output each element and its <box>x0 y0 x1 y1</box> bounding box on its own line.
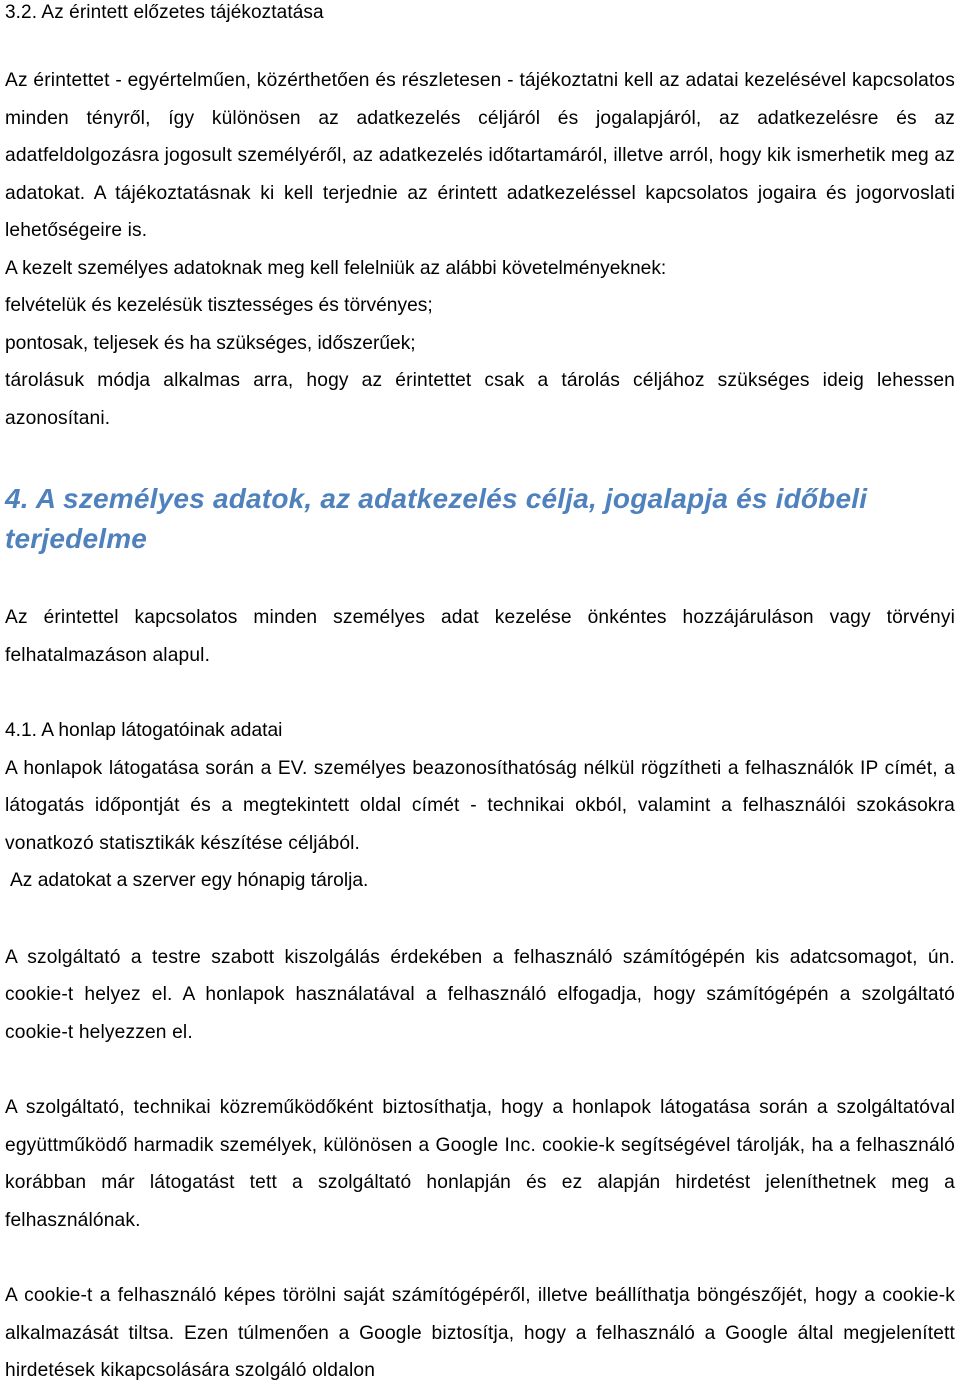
section-4-1-paragraph-5: A cookie-t a felhasználó képes törölni saját számítógépéről, illetve beállíthatja böngészőjét, hogy a cookie-k alkalmazását tiltsa. Ezen túlmenően a Google biztosítja, hogy a felhasználó a Google által megjelenített hirdetések kikapcsolására szolgáló oldalon <box>5 1285 955 1381</box>
section-4-heading: 4. A személyes adatok, az adatkezelés célja, jogalapja és időbeli terjedelme <box>5 483 868 554</box>
requirements-intro: A kezelt személyes adatoknak meg kell felelniük az alábbi követelményeknek: <box>5 257 667 279</box>
section-3-2-title: 3.2. Az érintett előzetes tájékoztatása <box>5 2 324 23</box>
requirement-item-3: tárolásuk módja alkalmas arra, hogy az érintettet csak a tárolás céljához szükséges ideig lehessen azonosítani. <box>5 370 955 429</box>
section-4-1-paragraph-3: A szolgáltató a testre szabott kiszolgálás érdekében a felhasználó számítógépén kis adatcsomagot, ún. cookie-t helyez el. A honlapok használatával a felhasználó elfogadja, hogy számítógépén a szolgáltató cookie-t helyezzen el. <box>5 946 955 1043</box>
section-4-1-title: 4.1. A honlap látogatóinak adatai <box>5 720 283 741</box>
requirement-item-1: felvételük és kezelésük tisztességes és törvényes; <box>5 295 433 316</box>
section-4-paragraph: Az érintettel kapcsolatos minden személyes adat kezelése önkéntes hozzájáruláson vagy törvényi felhatalmazáson alapul. <box>5 607 955 666</box>
section-3-2-paragraph: Az érintettet - egyértelműen, közérthetően és részletesen - tájékoztatni kell az adatai kezelésével kapcsolatos minden tényről, így különösen az adatkezelés céljáról és jogalapjáról, az adatkezelésre és az adatfeldolgozásra jogosult személyéről, az adatkezelés időtartamáról, illetve arról, hogy kik ismerhetik meg az adatokat. A tájékoztatásnak ki kell terjednie az érintett adatkezeléssel kapcsolatos jogaira és jogorvoslati lehetőségeire is. <box>5 70 955 241</box>
requirement-item-2: pontosak, teljesek és ha szükséges, időszerűek; <box>5 332 416 354</box>
section-4-1-paragraph-2: Az adatokat a szerver egy hónapig tárolja. <box>10 870 369 891</box>
section-4-1-paragraph-1: A honlapok látogatása során a EV. személyes beazonosíthatóság nélkül rögzítheti a felhasználók IP címét, a látogatás időpontját és a megtekintett oldal címét - technikai okból, valamint a felhasználói szokásokra vonatkozó statisztikák készítése céljából. <box>5 757 955 854</box>
document-page <box>5 0 955 1390</box>
section-4-1-paragraph-4: A szolgáltató, technikai közreműködőként biztosíthatja, hogy a honlapok látogatása során a szolgáltatóval együttműködő harmadik személyek, különösen a Google Inc. cookie-k segítségével tárolják, ha a felhasználó korábban már látogatást tett a szolgáltató honlapján és ez alapján hirdetést jeleníthetnek meg a felhasználónak. <box>5 1097 955 1231</box>
